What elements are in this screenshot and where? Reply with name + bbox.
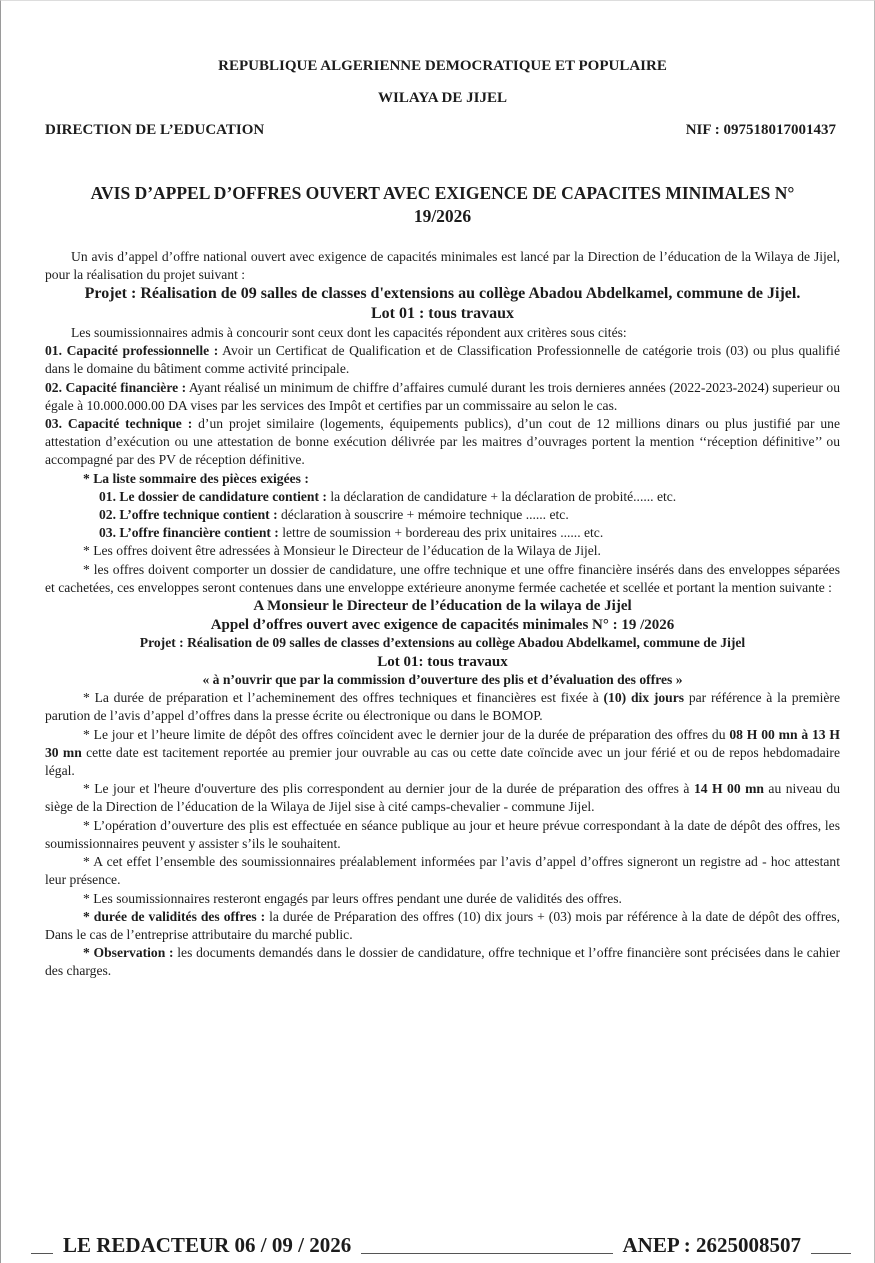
envelope-line-3: Projet : Réalisation de 09 salles de classes d’extensions au collège Abadou Abdelkamel, commune de Jijel [139,635,746,651]
capacity-label: 03. Capacité technique : [45,416,193,432]
pieces-heading: * La liste sommaire des pièces exigées : [83,470,309,486]
address-note: * Les offres doivent être adressées à Monsieur le Directeur de l’éducation de la Wilaya de Jijel. [83,543,601,559]
piece-label: 01. Le dossier de candidature contient : [99,488,327,504]
piece-text: déclaration à souscrire + mémoire technique ...... etc. [277,507,569,523]
wilaya-header: WILAYA DE JIJEL [378,90,507,107]
observation-paragraph [45,944,840,980]
republic-header: REPUBLIQUE ALGERIENNE DEMOCRATIQUE ET POPULAIRE [218,58,667,74]
capacity-text: d’un projet similaire (logements, équipements publics), d’un cout de 12 millions dinars ou plus justifié par une attestation d’exécution ou une attestation de bonne exécution délivrée par les maitres d’ouvrages portent la mention ‘‘réception définitive’’ ou accompagné par des PV de réception définitive. [45,416,840,468]
notice-body [45,57,840,981]
duration-bold: (10) dix jours [603,690,685,706]
notice-title: AVIS D’APPEL D’OFFRES OUVERT AVEC EXIGENCE DE CAPACITES MINIMALES N° 19/2026 [90,182,795,226]
deadline-pre: * Le jour et l’heure limite de dépôt des offres coïncident avec le dernier jour de la durée de préparation des offres du [83,726,730,742]
lot-title: Lot 01 : tous travaux [370,305,515,323]
footer [31,1233,851,1258]
piece-item [45,506,840,524]
deadline-post: cette date est tacitement reportée au premier jour ouvrable au cas ou cette date coïncide avec un jour férié et ou de repos hebdomadaire légal. [45,744,840,779]
footer-rule [811,1253,851,1254]
project-title: Projet : Réalisation de 09 salles de classes d'extensions au collège Abadou Abdelkamel, commune de Jijel. [84,285,801,303]
validity-bold: * durée de validités des offres : [83,908,266,924]
duration-paragraph [45,689,840,725]
validity-paragraph [45,908,840,944]
opening-bold: 14 H 00 mn [693,781,764,797]
engaged-paragraph: * Les soumissionnaires resteront engagés par leurs offres pendant une durée de validités des offres. [83,890,622,906]
envelope-line-1: A Monsieur le Directeur de l’éducation de la wilaya de Jijel [253,598,632,615]
envelope-line-5: « à n’ouvrir que par la commission d’ouverture des plis et d’évaluation des offres » [202,672,683,688]
piece-label: 03. L’offre financière contient : [99,525,279,541]
capacity-label: 01. Capacité professionnelle : [45,343,219,359]
duration-pre: * La durée de préparation et l’acheminement des offres techniques et financières est fixée à [83,690,604,706]
piece-text: lettre de soumission + bordereau des prix unitaires ...... etc. [278,525,604,541]
capacity-technical [45,415,840,470]
anep-label: ANEP : 2625008507 [622,1233,801,1257]
envelope-note: * les offres doivent comporter un dossier de candidature, une offre technique et une offre financière insérés dans des enveloppes séparées et cachetées, ces enveloppes seront contenues dans une enveloppe extérieure anonyme fermée cachetée et scellée et portant la mention suivante : [45,561,840,595]
capacity-text: Avoir un Certificat de Qualification et de Classification Professionnelle de catégorie trois (03) ou plus qualifié dans le domaine du bâtiment comme activité principale. [45,343,840,377]
public-session-paragraph: * L’opération d’ouverture des plis est effectuée en séance publique au jour et heure prévue correspondant à la date de dépôt des offres, les soumissionnaires peuvent y assister s’ils le souhaitent. [45,817,840,851]
intro-paragraph: Un avis d’appel d’offre national ouvert avec exigence de capacités minimales est lancé par la Direction de l’éducation de la Wilaya de Jijel, pour la réalisation du projet suivant : [45,248,840,282]
piece-item [45,524,840,542]
footer-rule [361,1253,612,1254]
deadline-bold: 08 H 00 mn à 13 H 30 mn [45,726,840,760]
validity-post: la durée de Préparation des offres (10) dix jours + (03) mois par référence à la date de dépôt des offres, Dans le cas de l’entreprise attributaire du marché public. [45,908,840,942]
piece-item [45,488,840,506]
opening-pre: * Le jour et l'heure d'ouverture des plis correspondent au dernier jour de la durée de préparation des offres à [83,781,694,797]
header-row [45,121,836,139]
envelope-line-2: Appel d’offres ouvert avec exigence de capacités minimales N° : 19 /2026 [210,616,675,633]
opening-post: au niveau du siège de la Direction de l’éducation de la Wilaya de Jijel sise à cité camps-chevalier - commune Jijel. [45,781,841,815]
nif-label: NIF : 097518017001437 [685,122,836,139]
observation-bold: * Observation : [83,945,174,961]
envelope-line-4: Lot 01: tous travaux [377,653,508,670]
footer-rule [31,1253,53,1254]
opening-paragraph [45,780,840,816]
duration-post: par référence à la première parution de l’avis d’appel d’offres dans la presse écrite ou électronique ou dans le BOMOP. [45,690,840,724]
capacity-text: Ayant réalisé un minimum de chiffre d’affaires cumulé durant les trois dernieres années (2022-2023-2024) superieur ou égale à 10.000.000.00 DA vises par les services des Impôt et certifies par un commissaire au selon le cas. [45,379,840,413]
piece-text: la déclaration de candidature + la déclaration de probité...... etc. [326,488,677,504]
piece-label: 02. L’offre technique contient : [99,507,278,523]
deadline-paragraph [45,726,840,781]
capacity-label: 02. Capacité financière : [45,379,187,395]
capacity-professional [45,342,840,378]
direction-label: DIRECTION DE L’EDUCATION [45,122,265,139]
register-paragraph: * A cet effet l’ensemble des soumissionnaires préalablement informées par l’avis d’appel d’offres signeront un registre ad - hoc attestant leur présence. [45,854,840,888]
observation-post: les documents demandés dans le dossier de candidature, offre technique et l’offre financière sont précisées dans le cahier des charges. [45,945,840,979]
redacteur-label: LE REDACTEUR 06 / 09 / 2026 [63,1233,352,1257]
eligibility-paragraph: Les soumissionnaires admis à concourir sont ceux dont les capacités répondent aux critères sous cités: [71,325,627,341]
capacity-financial [45,379,840,415]
